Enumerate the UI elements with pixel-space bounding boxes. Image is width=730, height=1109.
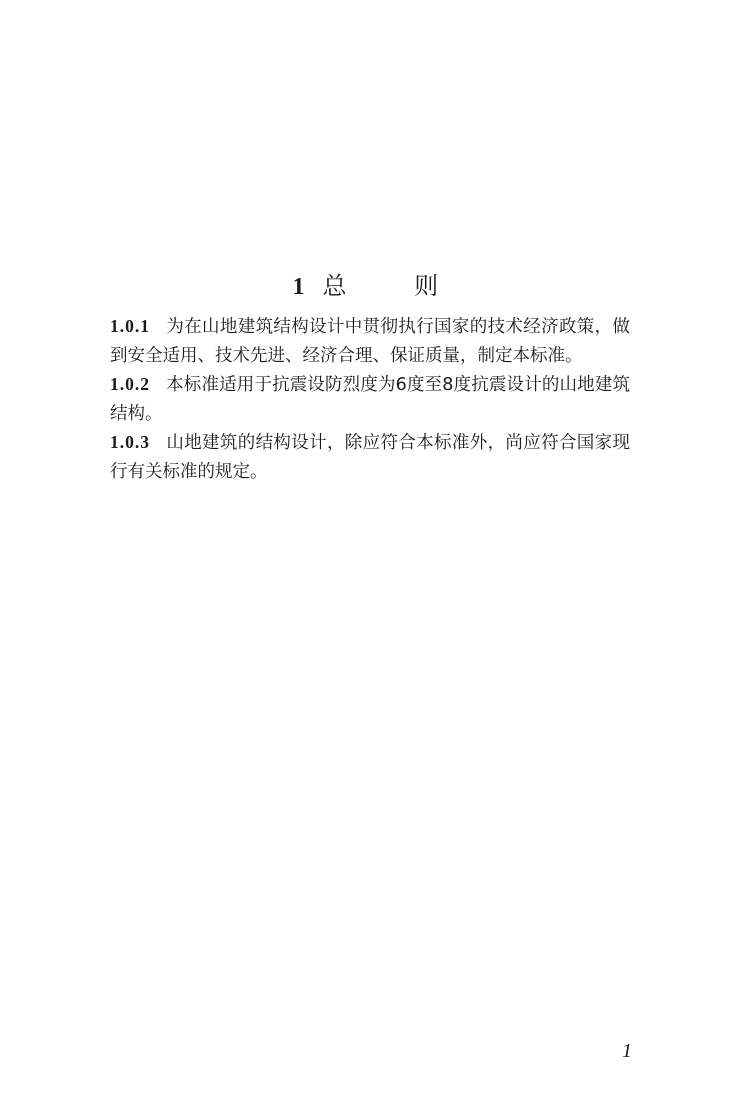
clause-1-0-3 — [110, 428, 630, 486]
clause-text: 本标准适用于抗震设防烈度为6度至8度抗震设计的山地建筑结构。 — [110, 375, 630, 424]
clause-1-0-2 — [110, 370, 630, 428]
clause-number: 1.0.3 — [110, 432, 150, 452]
clause-number: 1.0.2 — [110, 374, 150, 394]
page-number: 1 — [622, 1040, 632, 1062]
clauses-section — [110, 312, 630, 486]
chapter-number: 1 — [292, 274, 305, 300]
clause-text: 山地建筑的结构设计，除应符合本标准外，尚应符合国家现行有关标准的规定。 — [110, 433, 630, 482]
clause-text: 为在山地建筑结构设计中贯彻执行国家的技术经济政策，做到安全适用、技术先进、经济合理、保证质量，制定本标准。 — [110, 317, 630, 366]
clause-1-0-1 — [110, 312, 630, 370]
clause-number: 1.0.1 — [110, 316, 150, 336]
chapter-title-text: 总 则 — [322, 272, 469, 300]
